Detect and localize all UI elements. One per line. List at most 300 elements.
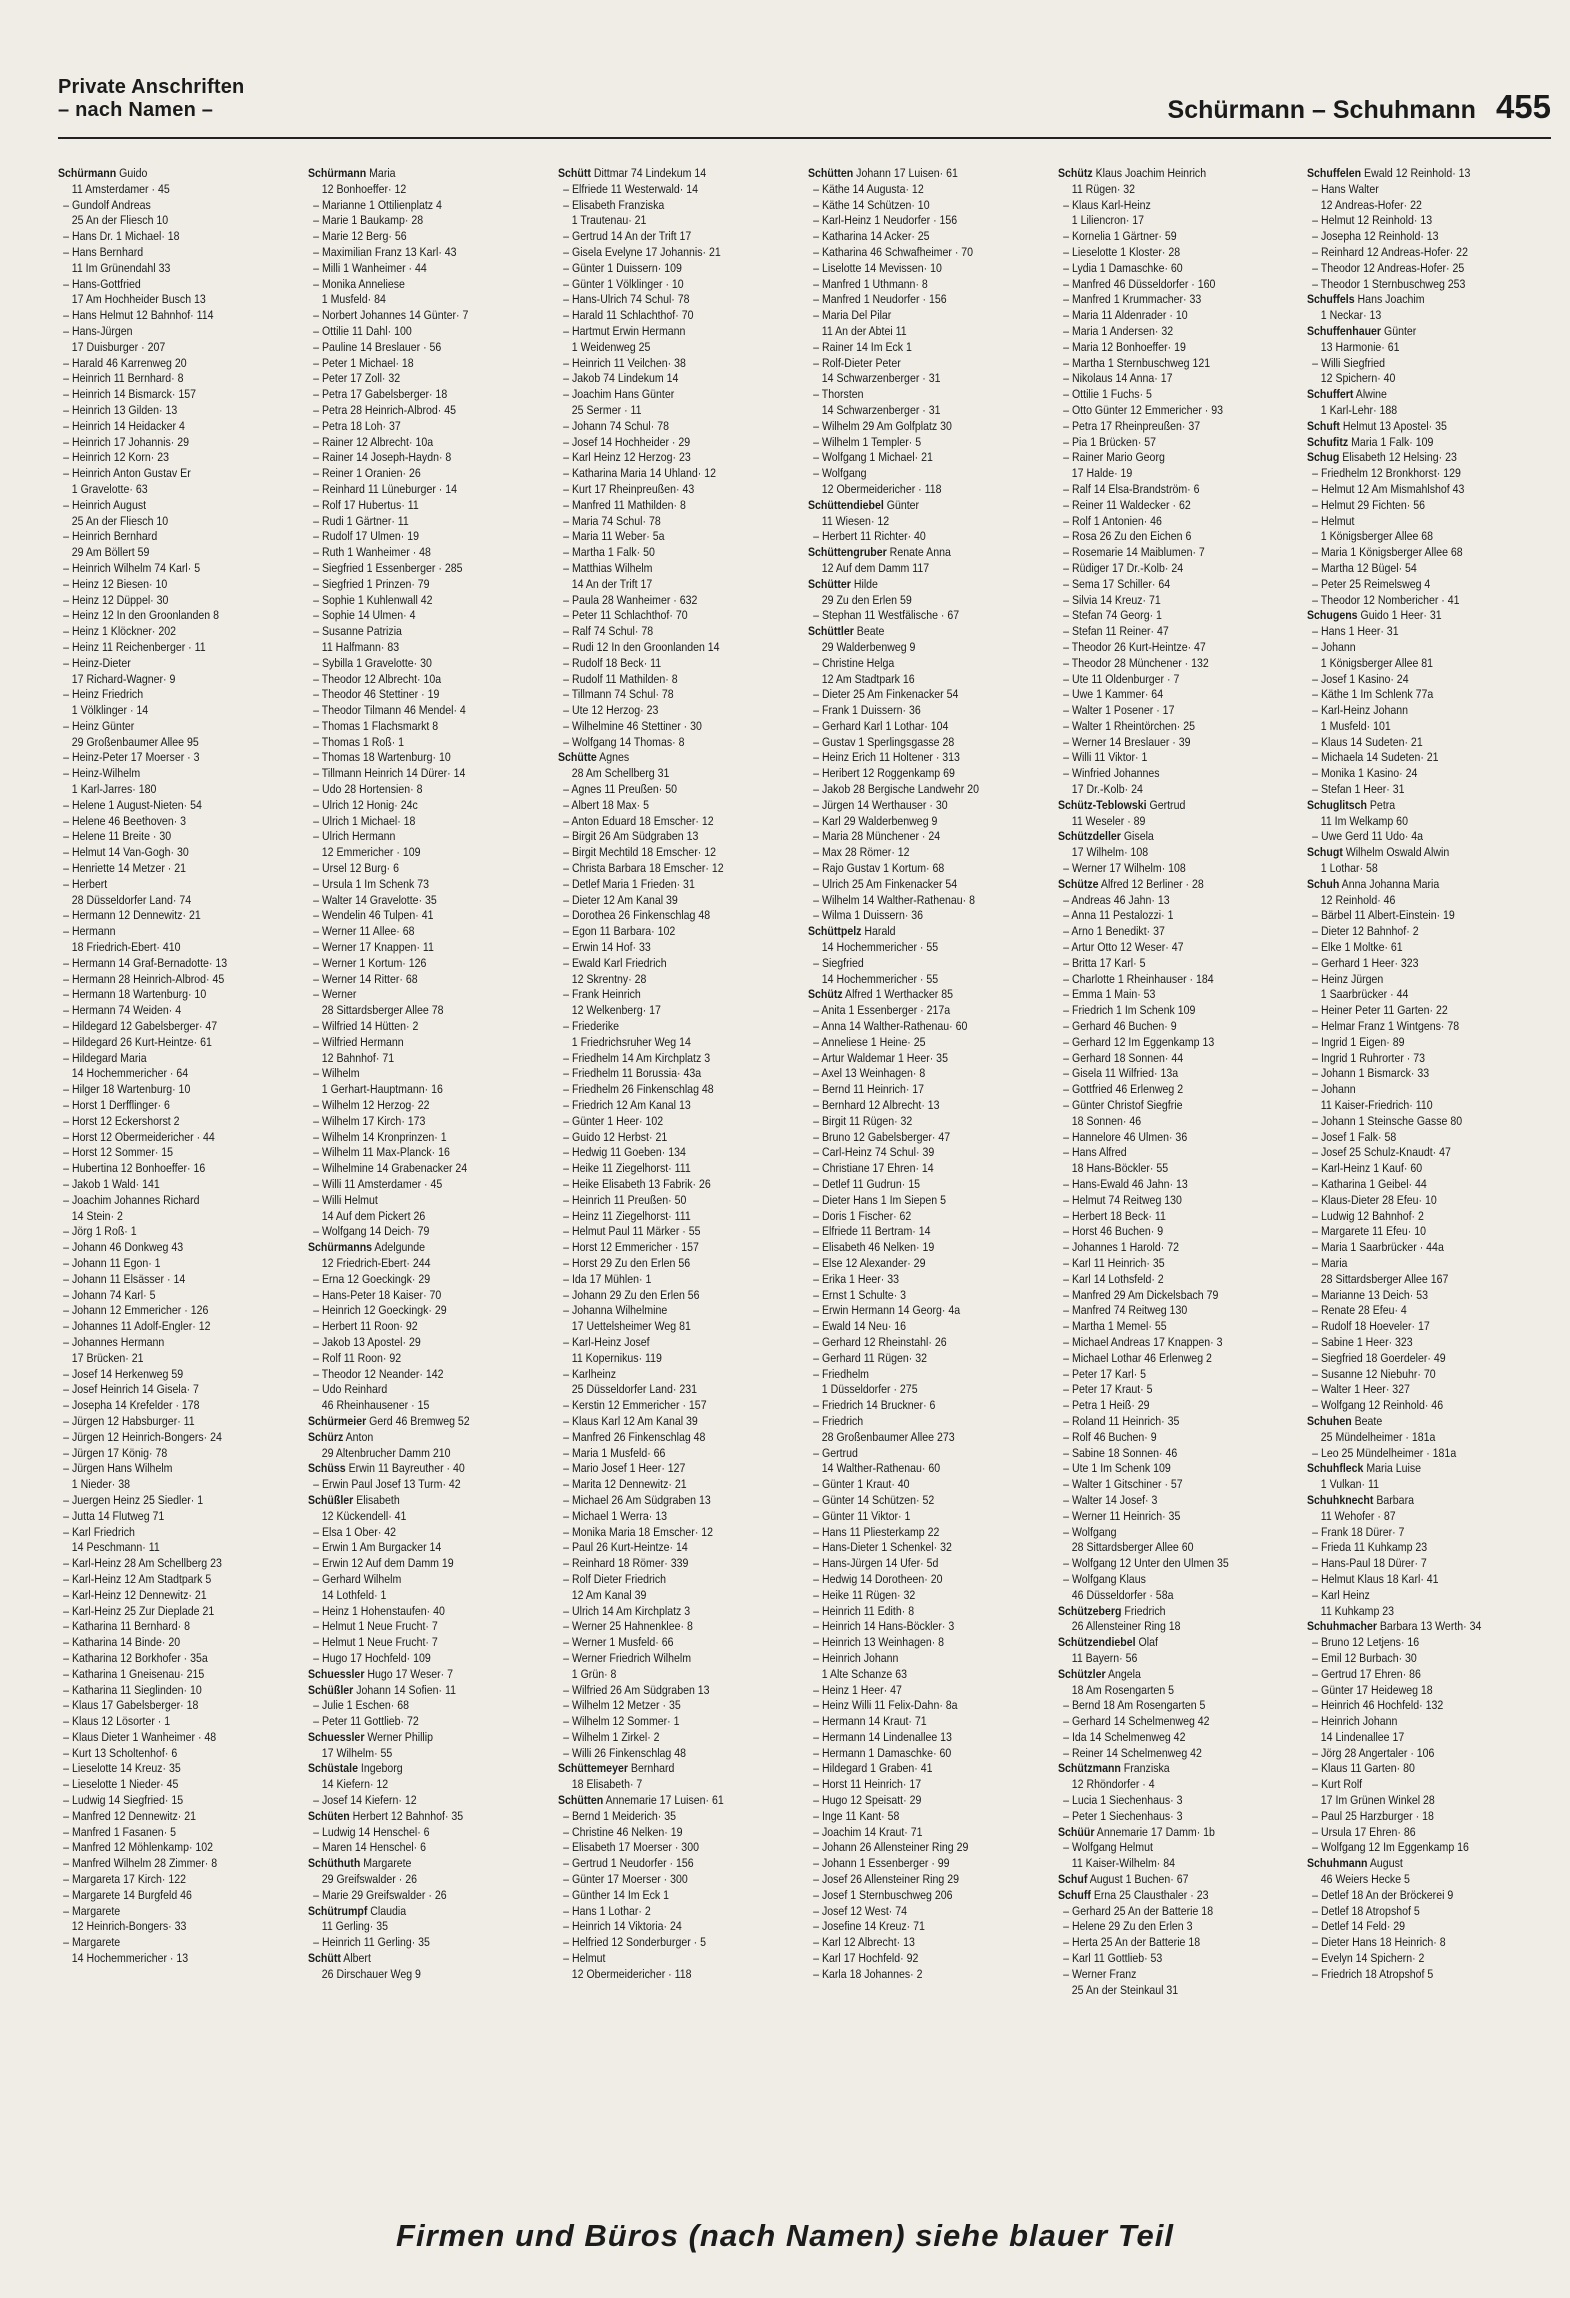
directory-entry — [1307, 1888, 1517, 1904]
directory-entry — [308, 1335, 518, 1351]
directory-entry — [1307, 1398, 1517, 1414]
directory-entry — [558, 924, 768, 940]
directory-entry — [58, 1209, 268, 1225]
directory-entry — [308, 703, 518, 719]
directory-entry — [308, 1935, 518, 1951]
directory-entry — [558, 1256, 768, 1272]
directory-entry — [308, 1240, 518, 1256]
directory-entry — [58, 972, 268, 988]
directory-entry — [558, 166, 768, 182]
directory-entry — [1307, 640, 1517, 656]
directory-entry — [58, 450, 268, 466]
directory-entry — [808, 356, 1018, 372]
entry-text: – Manfred 1 Uthmann· 8 — [813, 276, 928, 291]
directory-entry — [58, 213, 268, 229]
entry-text: – Wolfgang — [813, 466, 867, 481]
directory-entry — [1307, 972, 1517, 988]
directory-entry — [1058, 1983, 1268, 1999]
directory-entry — [308, 1556, 518, 1572]
directory-entry — [1307, 1651, 1517, 1667]
surname: Schuffels — [1307, 292, 1355, 307]
entry-text: – Sophie 1 Kuhlenwall 42 — [313, 592, 433, 607]
directory-entry — [1307, 735, 1517, 751]
directory-entry — [58, 229, 268, 245]
entry-text: 14 Hochemmericher · 55 — [821, 971, 939, 986]
entry-text: – Jürgen 12 Heinrich-Bongers· 24 — [63, 1429, 222, 1444]
directory-entry — [58, 940, 268, 956]
surname: Schuft — [1307, 418, 1340, 433]
entry-text: – Hildegard 12 Gabelsberger· 47 — [63, 1019, 218, 1034]
entry-text: – Gerhard Wilhelm — [313, 1571, 402, 1586]
directory-entry — [558, 1414, 768, 1430]
entry-text: – Heinrich 46 Hochfeld· 132 — [1312, 1698, 1444, 1713]
directory-entry — [808, 545, 1018, 561]
entry-text: – Katharina Maria 14 Uhland· 12 — [563, 466, 717, 481]
directory-entry — [808, 1335, 1018, 1351]
entry-text: – Heinrich August — [63, 497, 147, 512]
directory-entry — [808, 814, 1018, 830]
directory-entry — [1058, 308, 1268, 324]
directory-entry — [558, 987, 768, 1003]
surname: Schuessler — [308, 1666, 365, 1681]
entry-text: – Werner 11 Heinrich· 35 — [1063, 1508, 1181, 1523]
entry-text: 12 Bonhoeffer· 12 — [321, 181, 407, 196]
entry-text: – Ulrich 12 Honig· 24c — [313, 797, 418, 812]
directory-entry — [58, 1604, 268, 1620]
entry-text: – Hans-Peter 18 Kaiser· 70 — [313, 1287, 442, 1302]
entry-text: – Katharina 11 Bernhard· 8 — [63, 1619, 190, 1634]
directory-entry — [1307, 798, 1517, 814]
directory-entry — [808, 640, 1018, 656]
entry-text: – Reinhard 12 Andreas-Hofer· 22 — [1312, 244, 1468, 259]
entry-text: – Elke 1 Moltke· 61 — [1312, 940, 1403, 955]
entry-text: – Karl 12 Albrecht· 13 — [813, 1935, 915, 1950]
entry-text: – Klaus 12 Lösorter · 1 — [63, 1714, 171, 1729]
directory-entry — [808, 1398, 1018, 1414]
entry-text: – Katharina 1 Gneisenau· 215 — [63, 1666, 205, 1681]
directory-entry — [1058, 1145, 1268, 1161]
directory-entry — [1307, 1730, 1517, 1746]
entry-text: – Monika Maria 18 Emscher· 12 — [563, 1524, 714, 1539]
directory-entry — [1058, 261, 1268, 277]
entry-text: – Johannes Hermann — [63, 1334, 165, 1349]
directory-entry — [558, 1430, 768, 1446]
entry-text: – Udo 28 Hortensien· 8 — [313, 782, 423, 797]
entry-text: – Roland 11 Heinrich· 35 — [1063, 1413, 1180, 1428]
directory-entry — [558, 940, 768, 956]
entry-text: – Heinz-Peter 17 Moerser · 3 — [63, 750, 200, 765]
entry-text: – Theodor 12 Albrecht· 10a — [313, 671, 442, 686]
directory-entry — [1058, 1698, 1268, 1714]
entry-text: 18 Friedrich-Ebert· 410 — [71, 940, 181, 955]
entry-text: – Hans-Jürgen 14 Ufer· 5d — [813, 1556, 939, 1571]
directory-entry — [808, 672, 1018, 688]
entry-text: – Rainer 12 Albrecht· 10a — [313, 434, 434, 449]
directory-entry — [1307, 466, 1517, 482]
directory-entry — [808, 1130, 1018, 1146]
directory-entry — [1058, 1177, 1268, 1193]
directory-entry — [308, 308, 518, 324]
entry-text: – Katharina 14 Acker· 25 — [813, 229, 930, 244]
entry-text: – Sybilla 1 Gravelotte· 30 — [313, 655, 432, 670]
entry-text: – Josepha 14 Krefelder · 178 — [63, 1398, 200, 1413]
entry-text: – Dieter 12 Bahnhof· 2 — [1312, 924, 1419, 939]
entry-text: Werner Phillip — [364, 1729, 434, 1744]
entry-text: – Willi Helmut — [313, 1192, 378, 1207]
entry-text: – Josepha 12 Reinhold· 13 — [1312, 229, 1439, 244]
directory-entry — [558, 972, 768, 988]
entry-text: – Heinrich 14 Bismarck· 157 — [63, 387, 197, 402]
directory-entry — [1307, 845, 1517, 861]
directory-entry — [58, 1556, 268, 1572]
entry-text: – Lucia 1 Siechenhaus· 3 — [1063, 1793, 1183, 1808]
directory-entry — [558, 1604, 768, 1620]
directory-entry — [1058, 229, 1268, 245]
directory-entry — [58, 1919, 268, 1935]
directory-entry — [808, 1793, 1018, 1809]
entry-text: – Ottilie 1 Fuchs· 5 — [1063, 387, 1152, 402]
entry-text: – Marie 1 Baukamp· 28 — [313, 213, 424, 228]
directory-entry — [1058, 1414, 1268, 1430]
directory-entry — [58, 529, 268, 545]
directory-entry — [58, 466, 268, 482]
entry-text: 12 Rhöndorfer · 4 — [1071, 1777, 1155, 1792]
entry-text: – Heinrich Bernhard — [63, 529, 158, 544]
entry-text: – Karl 11 Heinrich· 35 — [1063, 1255, 1165, 1270]
entry-text: – Theodor 26 Kurt-Heintze· 47 — [1063, 639, 1206, 654]
directory-entry — [558, 482, 768, 498]
directory-entry — [308, 245, 518, 261]
entry-text: Alfred 12 Berliner · 28 — [1098, 876, 1204, 891]
entry-text: – Johann — [1312, 639, 1356, 654]
entry-text: – Stefan 74 Georg· 1 — [1063, 608, 1162, 623]
directory-entry — [808, 1904, 1018, 1920]
entry-text: – Rolf 1 Antonien· 46 — [1063, 513, 1162, 528]
entry-text: – Wilhelm 1 Zirkel· 2 — [563, 1729, 660, 1744]
entry-text: – Horst 12 Emmericher · 157 — [563, 1240, 699, 1255]
directory-entry — [58, 1019, 268, 1035]
entry-text: – Klaus 11 Garten· 80 — [1312, 1761, 1415, 1776]
entry-text: – Petra 1 Heiß· 29 — [1063, 1398, 1150, 1413]
entry-text: – Werner 1 Kortum· 126 — [313, 955, 427, 970]
directory-entry — [1058, 1856, 1268, 1872]
directory-entry — [808, 1840, 1018, 1856]
directory-entry — [1058, 561, 1268, 577]
directory-entry — [58, 1114, 268, 1130]
entry-text: – Heinrich 11 Preußen· 50 — [563, 1192, 687, 1207]
entry-text: – Frank 18 Dürer· 7 — [1312, 1524, 1405, 1539]
directory-entry — [1058, 1019, 1268, 1035]
entry-text: – Josefine 14 Kreuz· 71 — [813, 1919, 925, 1934]
surname: Schuffenhauer — [1307, 323, 1382, 338]
directory-entry — [808, 1303, 1018, 1319]
entry-text: – Johann 1 Essenberger · 99 — [813, 1856, 950, 1871]
directory-entry — [58, 435, 268, 451]
directory-entry — [58, 1777, 268, 1793]
entry-text: – Hermann 14 Lindenallee 13 — [813, 1729, 952, 1744]
entry-text: – Rainer 14 Joseph-Haydn· 8 — [313, 450, 452, 465]
directory-entry — [58, 292, 268, 308]
entry-text: – Werner 11 Allee· 68 — [313, 924, 415, 939]
directory-entry — [58, 1145, 268, 1161]
directory-entry — [808, 877, 1018, 893]
directory-entry — [1058, 1919, 1268, 1935]
directory-entry — [58, 656, 268, 672]
directory-entry — [58, 798, 268, 814]
entry-text: – Karl-Heinz Johann — [1312, 703, 1408, 718]
entry-text: Gisela — [1120, 829, 1154, 844]
directory-entry — [1307, 1382, 1517, 1398]
directory-entry — [308, 450, 518, 466]
entry-text: – Hans-Dieter 1 Schenkel· 32 — [813, 1540, 952, 1555]
entry-text: Helmut 13 Apostel· 35 — [1339, 418, 1447, 433]
directory-entry — [308, 166, 518, 182]
directory-entry — [1058, 1193, 1268, 1209]
entry-text: – Theodor 28 Münchener · 132 — [1063, 655, 1209, 670]
directory-entry — [308, 529, 518, 545]
directory-entry — [1307, 229, 1517, 245]
directory-entry — [1307, 198, 1517, 214]
entry-text: – Heinrich 11 Edith· 8 — [813, 1603, 915, 1618]
directory-entry — [308, 1051, 518, 1067]
entry-text: 12 Reinhold· 46 — [1320, 892, 1396, 907]
entry-text: – Julie 1 Eschen· 68 — [313, 1698, 409, 1713]
directory-entry — [558, 529, 768, 545]
entry-text: – Pauline 14 Breslauer · 56 — [313, 339, 442, 354]
entry-text: – Wilhelm 14 Kronprinzen· 1 — [313, 1129, 447, 1144]
directory-entry — [308, 829, 518, 845]
directory-entry — [808, 308, 1018, 324]
directory-entry — [308, 1414, 518, 1430]
directory-entry — [308, 924, 518, 940]
directory-entry — [558, 829, 768, 845]
surname: Schufitz — [1307, 434, 1349, 449]
entry-text: – Hans-Ulrich 74 Schul· 78 — [563, 292, 690, 307]
entry-text: – Hilger 18 Wartenburg· 10 — [63, 1082, 191, 1097]
entry-text: – Gottfried 46 Erlenweg 2 — [1063, 1082, 1184, 1097]
entry-text: – Hermann 1 Damaschke· 60 — [813, 1745, 952, 1760]
directory-entry — [808, 1588, 1018, 1604]
directory-entry — [1058, 1430, 1268, 1446]
entry-text: – Anton Eduard 18 Emscher· 12 — [563, 813, 714, 828]
directory-entry — [308, 1461, 518, 1477]
entry-text: – Wilhelm 29 Am Golfplatz 30 — [813, 418, 952, 433]
entry-text: 25 An der Fliesch 10 — [71, 213, 169, 228]
entry-text: – Friedrich 18 Atropshof 5 — [1312, 1966, 1434, 1981]
directory-entry — [1307, 1572, 1517, 1588]
directory-entry — [1307, 1619, 1517, 1635]
directory-entry — [58, 1572, 268, 1588]
entry-text: – Heinz-Dieter — [63, 655, 131, 670]
directory-entry — [558, 672, 768, 688]
directory-entry — [58, 1809, 268, 1825]
directory-entry — [58, 1319, 268, 1335]
entry-text: – Gerhard 25 An der Batterie 18 — [1063, 1903, 1214, 1918]
directory-entry — [1307, 1209, 1517, 1225]
directory-entry — [1058, 750, 1268, 766]
directory-entry — [558, 1572, 768, 1588]
directory-entry — [58, 277, 268, 293]
directory-entry — [1058, 182, 1268, 198]
directory-entry — [558, 1035, 768, 1051]
directory-entry — [308, 1272, 518, 1288]
entry-text: 12 Friedrich-Ebert· 244 — [321, 1255, 431, 1270]
entry-text: – Susanne Patrizia — [313, 624, 402, 639]
directory-entry — [558, 1919, 768, 1935]
directory-entry — [808, 1967, 1018, 1983]
entry-text: – Elisabeth 46 Nelken· 19 — [813, 1240, 935, 1255]
directory-entry — [1058, 972, 1268, 988]
directory-entry — [1058, 1051, 1268, 1067]
directory-entry — [1058, 1240, 1268, 1256]
directory-entry — [1058, 1209, 1268, 1225]
surname: Schütz — [808, 987, 843, 1002]
entry-text: – Helmut 74 Reitweg 130 — [1063, 1192, 1182, 1207]
entry-text: – Marie 12 Berg· 56 — [313, 229, 407, 244]
directory-entry — [58, 1856, 268, 1872]
entry-text: 12 Auf dem Damm 117 — [821, 560, 930, 575]
directory-entry — [1307, 1145, 1517, 1161]
entry-text: 14 Schwarzenberger · 31 — [821, 371, 941, 386]
column-6 — [1307, 166, 1551, 2184]
directory-entry — [308, 1493, 518, 1509]
entry-text: – Manfred 12 Dennewitz· 21 — [63, 1808, 197, 1823]
directory-entry — [58, 1714, 268, 1730]
entry-text: 17 Wilhelm· 55 — [321, 1745, 393, 1760]
directory-entry — [308, 403, 518, 419]
directory-entry — [58, 1904, 268, 1920]
entry-text: Barbara 13 Werth· 34 — [1376, 1619, 1482, 1634]
entry-text: Gerd 46 Bremweg 52 — [366, 1413, 470, 1428]
entry-text: – Martha 1 Memel· 55 — [1063, 1319, 1167, 1334]
directory-entry — [1307, 419, 1517, 435]
entry-text: – Kurt 17 Rheinpreußen· 43 — [563, 481, 695, 496]
directory-entry — [808, 529, 1018, 545]
directory-entry — [1307, 371, 1517, 387]
directory-entry — [1058, 340, 1268, 356]
entry-text: – Rolf-Dieter Peter — [813, 355, 901, 370]
directory-entry — [1058, 1288, 1268, 1304]
entry-text: Agnes — [596, 750, 630, 765]
entry-text: – Doris 1 Fischer· 62 — [813, 1208, 912, 1223]
entry-text: – Günter 1 Kraut· 40 — [813, 1477, 910, 1492]
directory-entry — [558, 1856, 768, 1872]
directory-entry — [558, 1240, 768, 1256]
entry-text: – Reiner 1 Oranien· 26 — [313, 466, 421, 481]
directory-entry — [808, 1066, 1018, 1082]
entry-text: 1 Weidenweg 25 — [571, 339, 651, 354]
directory-entry — [1058, 1272, 1268, 1288]
directory-entry — [1307, 514, 1517, 530]
directory-entry — [1307, 1430, 1517, 1446]
entry-text: – Hans-Jürgen — [63, 323, 133, 338]
directory-entry — [308, 845, 518, 861]
entry-text: Alfred 1 Werthacker 85 — [842, 987, 953, 1002]
directory-entry — [558, 1446, 768, 1462]
directory-entry — [308, 1730, 518, 1746]
entry-text: 11 An der Abtei 11 — [821, 323, 907, 338]
entry-text: 12 Skrentny· 28 — [571, 971, 647, 986]
entry-text: – Helmut 12 Am Mismahlshof 43 — [1312, 481, 1465, 496]
directory-entry — [58, 1367, 268, 1383]
directory-entry — [808, 1761, 1018, 1777]
directory-entry — [308, 1224, 518, 1240]
directory-entry — [558, 1840, 768, 1856]
directory-entry — [808, 766, 1018, 782]
directory-entry — [1307, 1240, 1517, 1256]
surname: Schützeberg — [1058, 1603, 1122, 1618]
directory-entry — [1307, 1051, 1517, 1067]
directory-entry — [808, 1319, 1018, 1335]
directory-entry — [58, 1272, 268, 1288]
directory-entry — [308, 1572, 518, 1588]
directory-entry — [1058, 703, 1268, 719]
directory-entry — [1307, 1019, 1517, 1035]
entry-text: – Maria 11 Aldenrader · 10 — [1063, 308, 1188, 323]
entry-text: – Martha 1 Sternbuschweg 121 — [1063, 355, 1211, 370]
entry-text: – Herta 25 An der Batterie 18 — [1063, 1935, 1201, 1950]
entry-text: – Hermann 18 Wartenburg· 10 — [63, 987, 207, 1002]
directory-entry — [58, 340, 268, 356]
entry-text: – Andreas 46 Jahn· 13 — [1063, 892, 1170, 907]
directory-entry — [58, 1477, 268, 1493]
directory-entry — [1058, 356, 1268, 372]
directory-entry — [58, 1224, 268, 1240]
entry-text: – Elfriede 11 Westerwald· 14 — [563, 181, 698, 196]
directory-entry — [558, 893, 768, 909]
directory-entry — [558, 1477, 768, 1493]
entry-text: – Agnes 11 Preußen· 50 — [563, 782, 678, 797]
directory-entry — [1058, 1809, 1268, 1825]
entry-text: Albert — [340, 1951, 371, 1966]
entry-text: – Liselotte 14 Mevissen· 10 — [813, 260, 942, 275]
entry-text: – Karl Heinz — [1312, 1587, 1370, 1602]
directory-entry — [1307, 1714, 1517, 1730]
directory-entry — [58, 308, 268, 324]
directory-entry — [558, 1714, 768, 1730]
entry-text: – Tillmann Heinrich 14 Dürer· 14 — [313, 766, 466, 781]
entry-text: – Peter 1 Siechenhaus· 3 — [1063, 1808, 1183, 1823]
directory-entry — [808, 1224, 1018, 1240]
entry-text: – Karl-Heinz 1 Kauf· 60 — [1312, 1161, 1423, 1176]
surname: Schürz — [308, 1429, 344, 1444]
directory-entry — [1307, 1082, 1517, 1098]
entry-text: – Carl-Heinz 74 Schul· 39 — [813, 1145, 935, 1160]
directory-entry — [1307, 1098, 1517, 1114]
directory-entry — [558, 1019, 768, 1035]
entry-text: – Heinz 11 Reichenberger · 11 — [63, 639, 206, 654]
entry-text: – Manfred 1 Fasanen· 5 — [63, 1824, 177, 1839]
directory-entry — [58, 893, 268, 909]
directory-entry — [58, 1446, 268, 1462]
directory-entry — [1307, 893, 1517, 909]
directory-entry — [558, 1461, 768, 1477]
entry-text: Erwin 11 Bayreuther · 40 — [345, 1461, 465, 1476]
directory-entry — [308, 656, 518, 672]
entry-text: – Lydia 1 Damaschke· 60 — [1063, 260, 1183, 275]
entry-text: – Heinz 1 Hohenstaufen· 40 — [313, 1603, 445, 1618]
directory-entry — [58, 1667, 268, 1683]
directory-entry — [558, 1335, 768, 1351]
entry-text: – Manfred 29 Am Dickelsbach 79 — [1063, 1287, 1219, 1302]
entry-text: – Paul 25 Harzburger · 18 — [1312, 1808, 1434, 1823]
entry-text: – Axel 13 Weinhagen· 8 — [813, 1066, 926, 1081]
directory-entry — [308, 1145, 518, 1161]
entry-text: – Hans Alfred — [1063, 1145, 1127, 1160]
directory-entry — [808, 703, 1018, 719]
directory-entry — [308, 1777, 518, 1793]
directory-entry — [1058, 640, 1268, 656]
